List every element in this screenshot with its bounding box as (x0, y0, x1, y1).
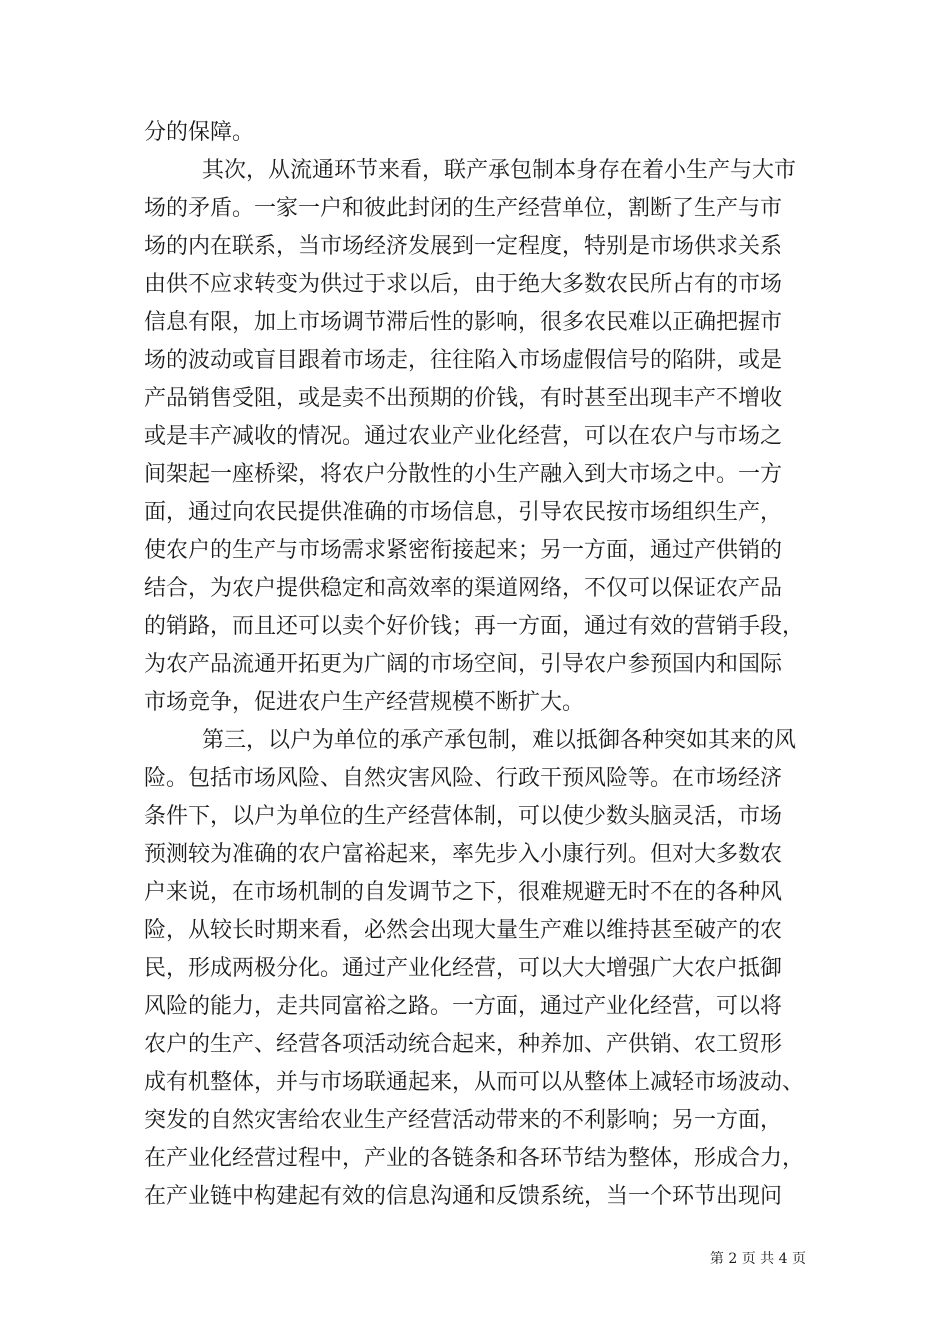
text-line: 民，形成两极分化。通过产业化经营，可以大大增强广大农户抵御 (144, 956, 783, 981)
text-line: 产品销售受阻，或是卖不出预期的价钱，有时甚至出现丰产不增收 (144, 386, 783, 411)
text-line: 风险的能力，走共同富裕之路。一方面，通过产业化经营，可以将 (144, 994, 783, 1019)
text-line: 或是丰产减收的情况。通过农业产业化经营，可以在农户与市场之 (144, 424, 783, 449)
text-line: 面，通过向农民提供准确的市场信息，引导农民按市场组织生产， (144, 500, 783, 525)
text-line: 其次，从流通环节来看，联产承包制本身存在着小生产与大市 (202, 158, 797, 183)
text-line: 突发的自然灾害给农业生产经营活动带来的不利影响；另一方面， (144, 1108, 783, 1133)
body-text (144, 114, 804, 1216)
text-line: 条件下，以户为单位的生产经营体制，可以使少数头脑灵活，市场 (144, 804, 783, 829)
text-line: 户来说，在市场机制的自发调节之下，很难规避无时不在的各种风 (144, 880, 783, 905)
text-line: 预测较为准确的农户富裕起来，率先步入小康行列。但对大多数农 (144, 842, 783, 867)
text-line: 场的矛盾。一家一户和彼此封闭的生产经营单位，割断了生产与市 (144, 196, 783, 221)
text-line: 成有机整体，并与市场联通起来，从而可以从整体上减轻市场波动、 (144, 1070, 804, 1095)
text-line: 第三，以户为单位的承产承包制，难以抵御各种突如其来的风 (202, 728, 797, 753)
text-line: 间架起一座桥梁，将农户分散性的小生产融入到大市场之中。一方 (144, 462, 783, 487)
text-line: 在产业链中构建起有效的信息沟通和反馈系统，当一个环节出现问 (144, 1184, 783, 1209)
text-line: 场的内在联系，当市场经济发展到一定程度，特别是市场供求关系 (144, 234, 783, 259)
text-line: 农户的生产、经营各项活动统合起来，种养加、产供销、农工贸形 (144, 1032, 783, 1057)
text-line: 结合，为农户提供稳定和高效率的渠道网络，不仅可以保证农产品 (144, 576, 783, 601)
text-line: 分的保障。 (144, 120, 255, 145)
text-line: 在产业化经营过程中，产业的各链条和各环节结为整体，形成合力， (144, 1146, 804, 1171)
text-line: 险，从较长时期来看，必然会出现大量生产难以维持甚至破产的农 (144, 918, 783, 943)
text-line: 由供不应求转变为供过于求以后，由于绝大多数农民所占有的市场 (144, 272, 783, 297)
page-number-footer: 第 2 页 共 4 页 (709, 1251, 806, 1267)
text-line: 场的波动或盲目跟着市场走，往往陷入市场虚假信号的陷阱，或是 (144, 348, 783, 373)
text-line: 市场竞争，促进农户生产经营规模不断扩大。 (144, 690, 585, 715)
text-line: 的销路，而且还可以卖个好价钱；再一方面，通过有效的营销手段， (144, 614, 804, 639)
text-line: 险。包括市场风险、自然灾害风险、行政干预风险等。在市场经济 (144, 766, 783, 791)
text-line: 使农户的生产与市场需求紧密衔接起来；另一方面，通过产供销的 (144, 538, 783, 563)
text-line: 为农产品流通开拓更为广阔的市场空间，引导农户参预国内和国际 (144, 652, 783, 677)
text-line: 信息有限，加上市场调节滞后性的影响，很多农民难以正确把握市 (144, 310, 783, 335)
